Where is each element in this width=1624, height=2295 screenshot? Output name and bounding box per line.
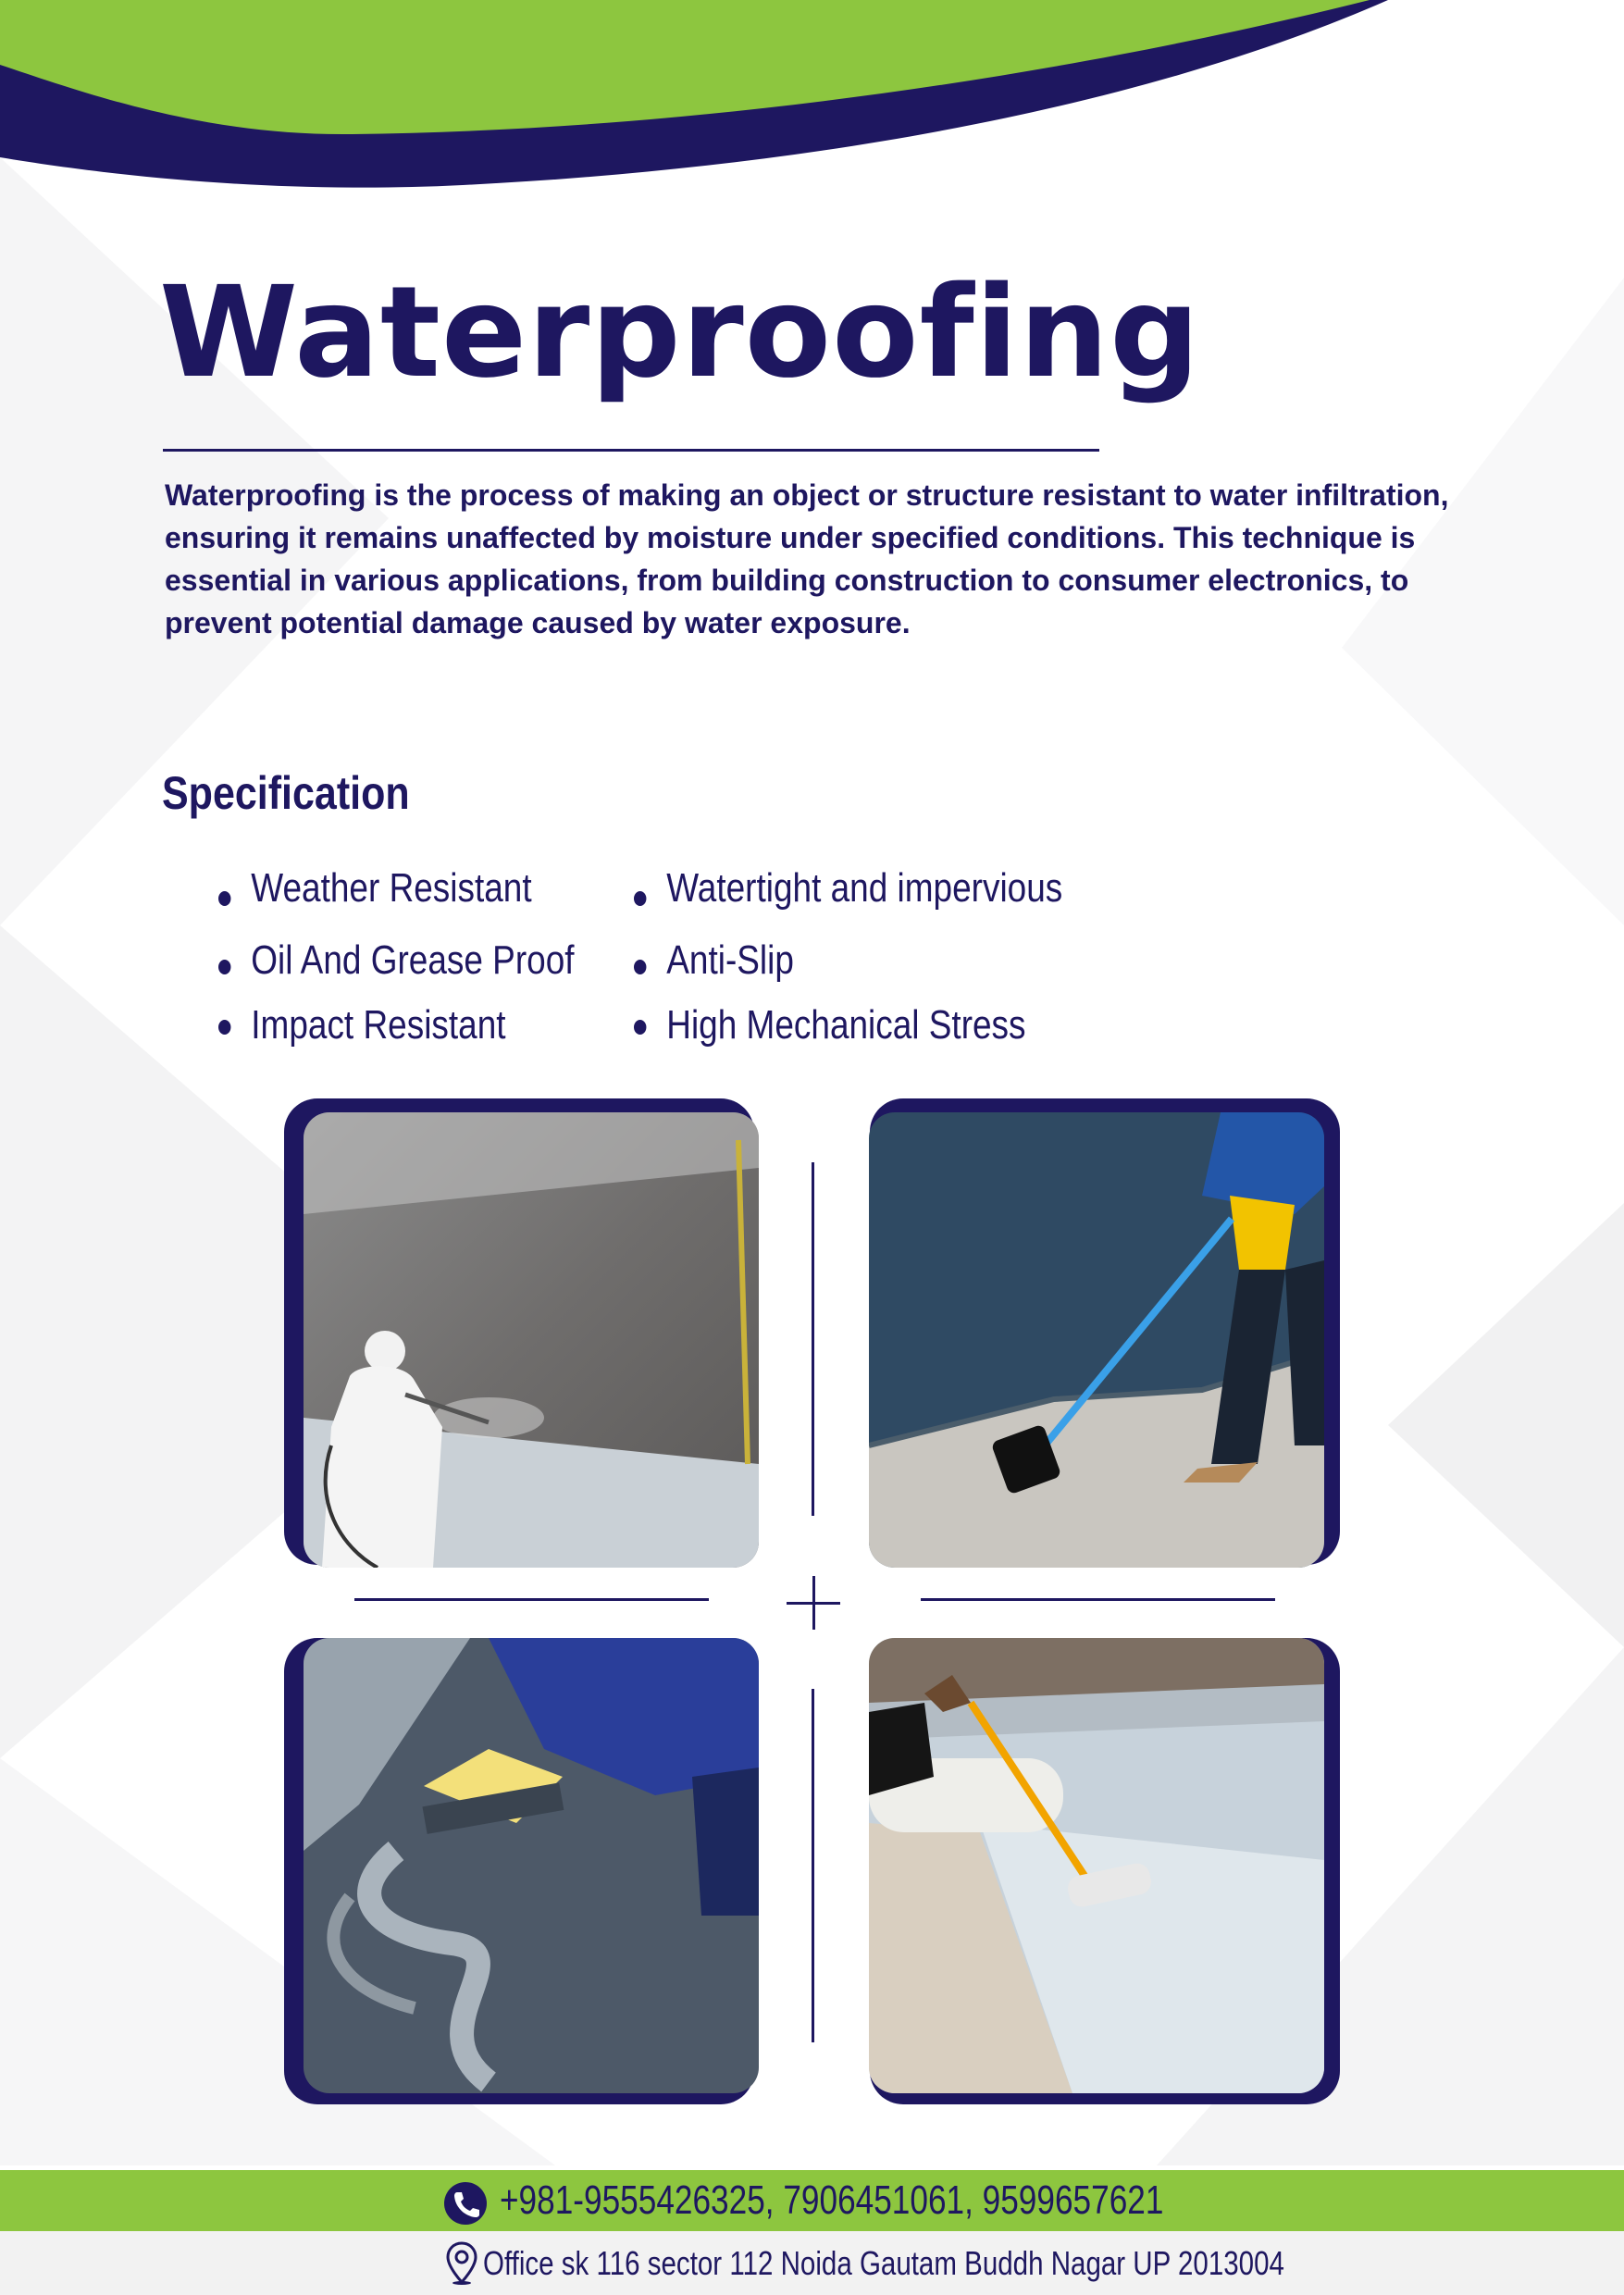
bullet-icon — [218, 891, 230, 906]
bullet-icon — [634, 960, 646, 974]
bullet-icon — [218, 960, 230, 974]
office-address: Office sk 116 sector 112 Noida Gautam Buddh Nagar UP 2013004 — [483, 2244, 1284, 2282]
plus-icon — [812, 1576, 815, 1630]
roller-coating-photo — [869, 1112, 1324, 1568]
location-pin-icon — [446, 2241, 477, 2286]
specification-heading: Specification — [162, 767, 410, 819]
phone-icon — [444, 2182, 487, 2225]
spec-item: Weather Resistant — [218, 861, 575, 933]
spray-coating-photo — [304, 1112, 759, 1568]
spec-item: Impact Resistant — [218, 998, 575, 1053]
horizontal-divider — [354, 1598, 709, 1601]
header-wave — [0, 0, 1624, 250]
membrane-roller-photo — [869, 1638, 1324, 2093]
spec-item: Anti-Slip — [634, 933, 1062, 998]
spec-item: Watertight and impervious — [634, 861, 1062, 933]
spec-list-left — [218, 861, 642, 1053]
page-title: Waterproofing — [159, 260, 1201, 406]
vertical-divider — [812, 1689, 814, 2042]
horizontal-divider — [921, 1598, 1275, 1601]
title-underline — [163, 449, 1099, 452]
spec-list-right — [634, 861, 1144, 1053]
trowel-coating-photo — [304, 1638, 759, 2093]
vertical-divider — [812, 1162, 814, 1516]
spec-item: High Mechanical Stress — [634, 998, 1062, 1053]
bullet-icon — [634, 1020, 646, 1035]
spec-item: Oil And Grease Proof — [218, 933, 575, 998]
bullet-icon — [218, 1020, 230, 1035]
phone-numbers: +981-9555426325, 7906451061, 9599657621 — [500, 2177, 1164, 2223]
intro-paragraph: Waterproofing is the process of making an object or structure resistant to water infiltration, ensuring it remains unaffected by moisture under specified conditions. This technique is essential in various applications, from building construction to consumer electronics, to prevent potential damage caused by water exposure. — [165, 478, 1449, 639]
bullet-icon — [634, 891, 646, 906]
